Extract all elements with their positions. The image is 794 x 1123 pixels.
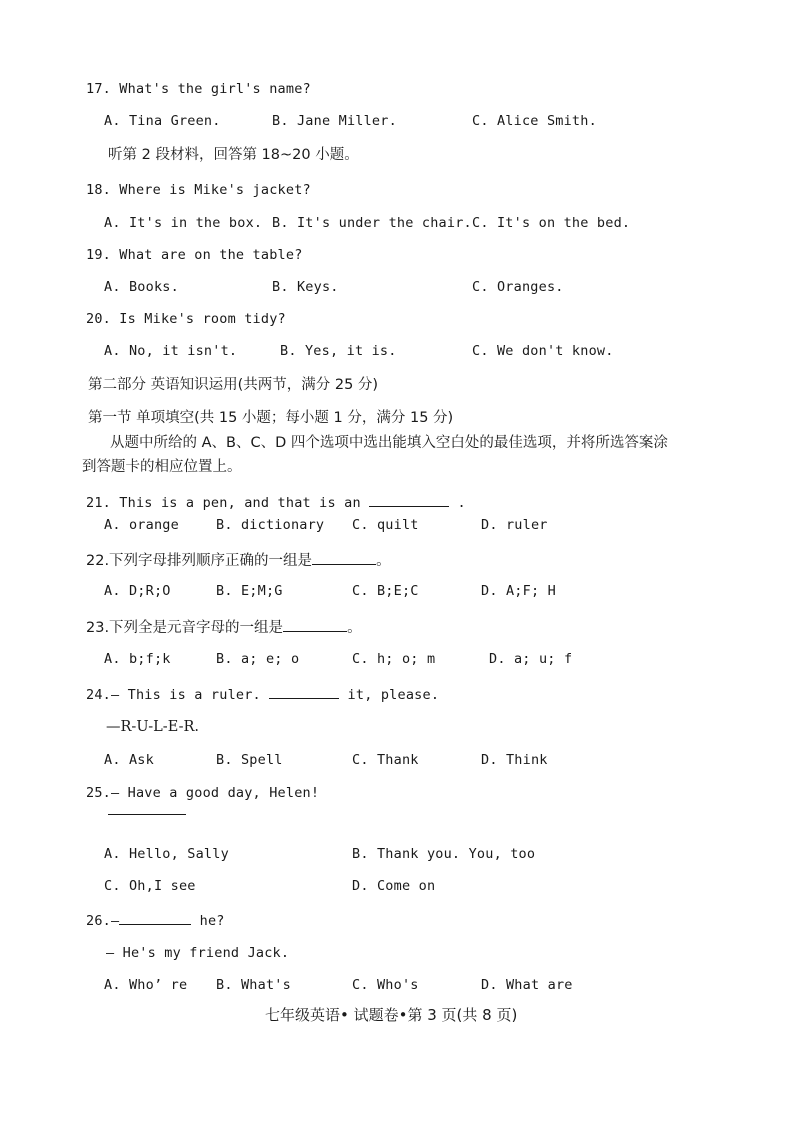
section-1-title: 第一节 单项填空(共 15 小题；每小题 1 分，满分 15 分) [88,410,454,426]
q20-option-a: A. No, it isn't. [104,343,238,359]
q26-option-c: C. Who's [352,977,419,993]
q24-reply: —R-U-L-E-R. [106,719,199,735]
q23-stem-after: 。 [347,620,362,636]
q19-option-a: A. Books. [104,279,179,295]
question-18-stem: 18. Where is Mike's jacket? [86,182,311,198]
question-22-stem [86,550,391,570]
q18-option-c: C. It's on the bed. [472,215,631,231]
q22-option-d: D. A;F; H [481,583,556,599]
q22-option-b: B. E;M;G [216,583,283,599]
q23-option-a: A. b;f;k [104,651,171,667]
q22-stem-before: 22.下列字母排列顺序正确的一组是 [86,553,313,569]
q25-option-b: B. Thank you. You, too [352,846,536,862]
q23-stem-before: 23.下列全是元音字母的一组是 [86,620,284,636]
q22-option-a: A. D;R;O [104,583,171,599]
q23-option-c: C. h; o; m [352,651,436,667]
q23-option-d: D. a; u; f [489,651,573,667]
q26-option-a: A. Who’ re [104,977,188,993]
q25-option-c: C. Oh,I see [104,878,196,894]
q24-option-c: C. Thank [352,752,419,768]
q25-option-a: A. Hello, Sally [104,846,229,862]
q26-answer-blank [119,910,191,925]
q25-answer-blank [108,814,186,815]
question-24-stem [86,684,439,704]
q20-option-b: B. Yes, it is. [280,343,397,359]
q26-stem-before: 26.— [86,913,120,929]
q21-stem-after: . [449,495,466,511]
q22-option-c: C. B;E;C [352,583,419,599]
question-21-stem [86,492,466,512]
q18-option-a: A. It's in the box. [104,215,263,231]
q21-stem-before: 21. This is a pen, and that is an [86,495,370,511]
q24-answer-blank [269,684,339,699]
section-2-note: 听第 2 段材料，回答第 18~20 小题。 [108,147,359,163]
q21-answer-blank [369,492,449,507]
question-17-stem: 17. What's the girl's name? [86,81,311,97]
instructions-line-2: 到答题卡的相应位置上。 [82,459,242,475]
q17-option-c: C. Alice Smith. [472,113,597,129]
q25-option-d: D. Come on [352,878,436,894]
q17-option-a: A. Tina Green. [104,113,221,129]
q18-option-b: B. It's under the chair. [272,215,472,231]
q26-option-b: B. What's [216,977,291,993]
q21-option-a: A. orange [104,517,179,533]
q22-answer-blank [312,550,376,565]
part-2-title: 第二部分 英语知识运用(共两节，满分 25 分) [88,377,379,393]
question-23-stem [86,617,362,637]
q19-option-b: B. Keys. [272,279,339,295]
q26-stem-after: he? [191,913,225,929]
q24-option-a: A. Ask [104,752,154,768]
question-25-stem: 25.— Have a good day, Helen! [86,785,320,801]
q22-stem-after: 。 [376,553,391,569]
q24-stem-after: it, please. [339,687,440,703]
question-20-stem: 20. Is Mike's room tidy? [86,311,286,327]
q26-reply: — He's my friend Jack. [106,945,290,961]
q24-option-b: B. Spell [216,752,283,768]
q21-option-d: D. ruler [481,517,548,533]
q19-option-c: C. Oranges. [472,279,564,295]
q26-option-d: D. What are [481,977,573,993]
q21-option-c: C. quilt [352,517,419,533]
q21-option-b: B. dictionary [216,517,325,533]
question-26-stem [86,910,225,930]
instructions-line-1: 从题中所给的 A、B、C、D 四个选项中选出能填入空白处的最佳选项，并将所选答案涂 [110,435,668,451]
q23-option-b: B. a; e; o [216,651,300,667]
q24-option-d: D. Think [481,752,548,768]
q17-option-b: B. Jane Miller. [272,113,397,129]
question-19-stem: 19. What are on the table? [86,247,303,263]
page-footer: 七年级英语• 试题卷•第 3 页(共 8 页) [265,1006,518,1024]
q20-option-c: C. We don't know. [472,343,614,359]
q23-answer-blank [283,617,347,632]
q24-stem-before: 24.— This is a ruler. [86,687,270,703]
